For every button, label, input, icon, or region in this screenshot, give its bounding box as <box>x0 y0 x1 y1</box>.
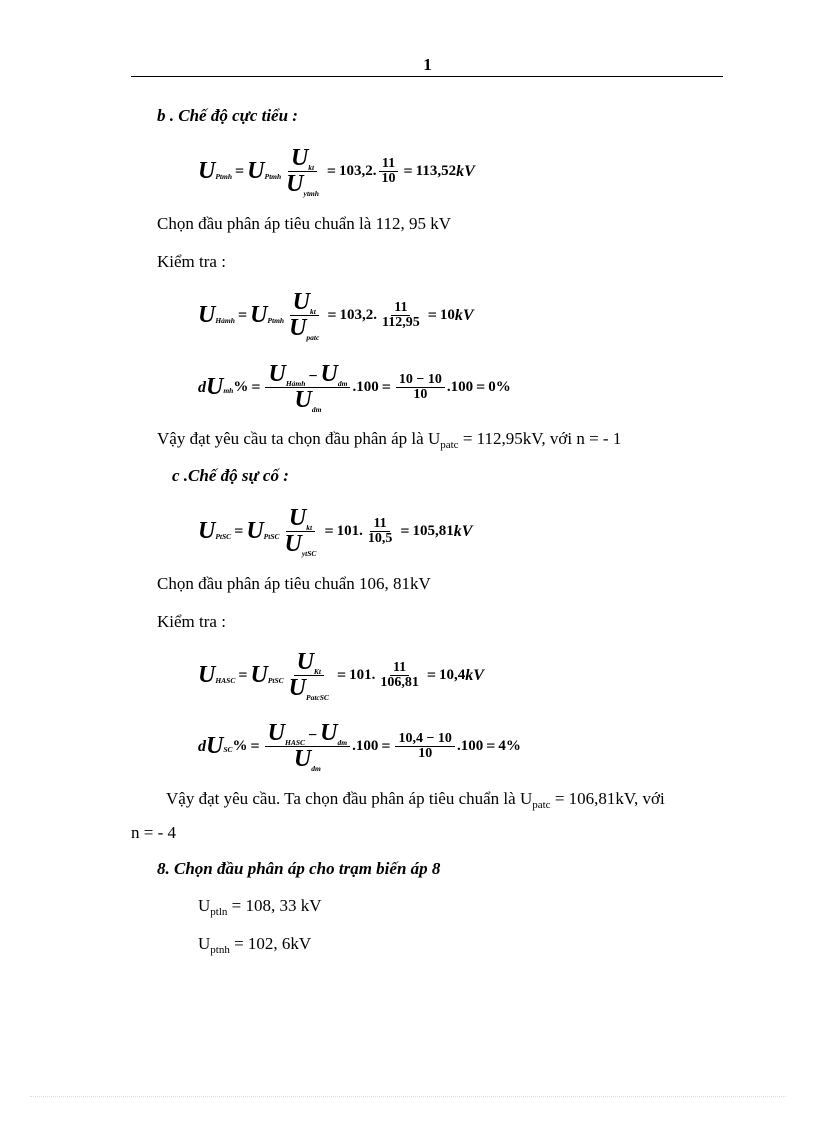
choose-tap-c: Chọn đầu phân áp tiêu chuẩn 106, 81kV <box>157 574 431 593</box>
check-label-b: Kiểm tra : <box>157 252 226 271</box>
equation-b2: U Hảmh = U Ptmh $\frac{U_{kt}}{U_{patc}}$ = 103,2 . $\frac{11}{112,95}$ = 10 kV <box>198 289 474 343</box>
check-label-c: Kiểm tra : <box>157 612 226 631</box>
equation-c1: U PtSC = U PtSC $\frac{U_{kt}}{U_{ytSC}}$ = 101 . $\frac{11}{10,5}$ = 105,81 kV <box>198 505 473 559</box>
uptnh-value: $U_{ptnh} = 102$, 6kV <box>198 934 312 956</box>
header-rule <box>131 76 723 77</box>
uptln-value: $U_{ptln} = 108$, 33 kV <box>198 896 322 918</box>
section-c-heading: c .Chế độ sự cố : <box>172 466 289 485</box>
choose-tap-b: Chọn đầu phân áp tiêu chuẩn là 112, 95 kV <box>157 214 451 233</box>
conclusion-c-line2: n = - 4 <box>131 823 176 842</box>
equation-b3: d U mh % = $\frac{U_{Hảmh} - U_{dm}}{U_{dm}}$ . 100 = $\frac{10 - 10}{10}$ . 100 = 0% <box>198 361 511 415</box>
conclusion-b: Vậy đạt yêu cầu ta chọn đầu phân áp là $U_{patc} = 112,95kV$, với n = - 1 <box>157 429 622 451</box>
page-bottom-border <box>30 1096 786 1097</box>
equation-b1: U Ptmh = U Ptmh $\frac{U_{kt}}{U_{ytmh}}$ = 103,2 . $\frac{11}{10}$ = 113,52 kV <box>198 145 475 199</box>
equation-c2: U HASC = U PtSC $\frac{U_{Kt}}{U_{PatcSC}}$ = 101 . $\frac{11}{106,81}$ = 10,4 kV <box>198 649 484 703</box>
section-b-heading: b . Chế độ cực tiểu : <box>157 106 298 125</box>
conclusion-c: Vậy đạt yêu cầu. Ta chọn đầu phân áp tiêu chuẩn là $U_{patc} = 106,81kV$, với <box>166 789 665 811</box>
equation-c3: d U SC % = $\frac{U_{HASC} - U_{dm}}{U_{dm}}$ . 100 = $\frac{10,4 - 10}{10}$ . 100 = 4% <box>198 720 521 774</box>
page-number: 1 <box>423 55 432 74</box>
section-8-heading: 8. Chọn đầu phân áp cho trạm biến áp 8 <box>157 859 441 878</box>
